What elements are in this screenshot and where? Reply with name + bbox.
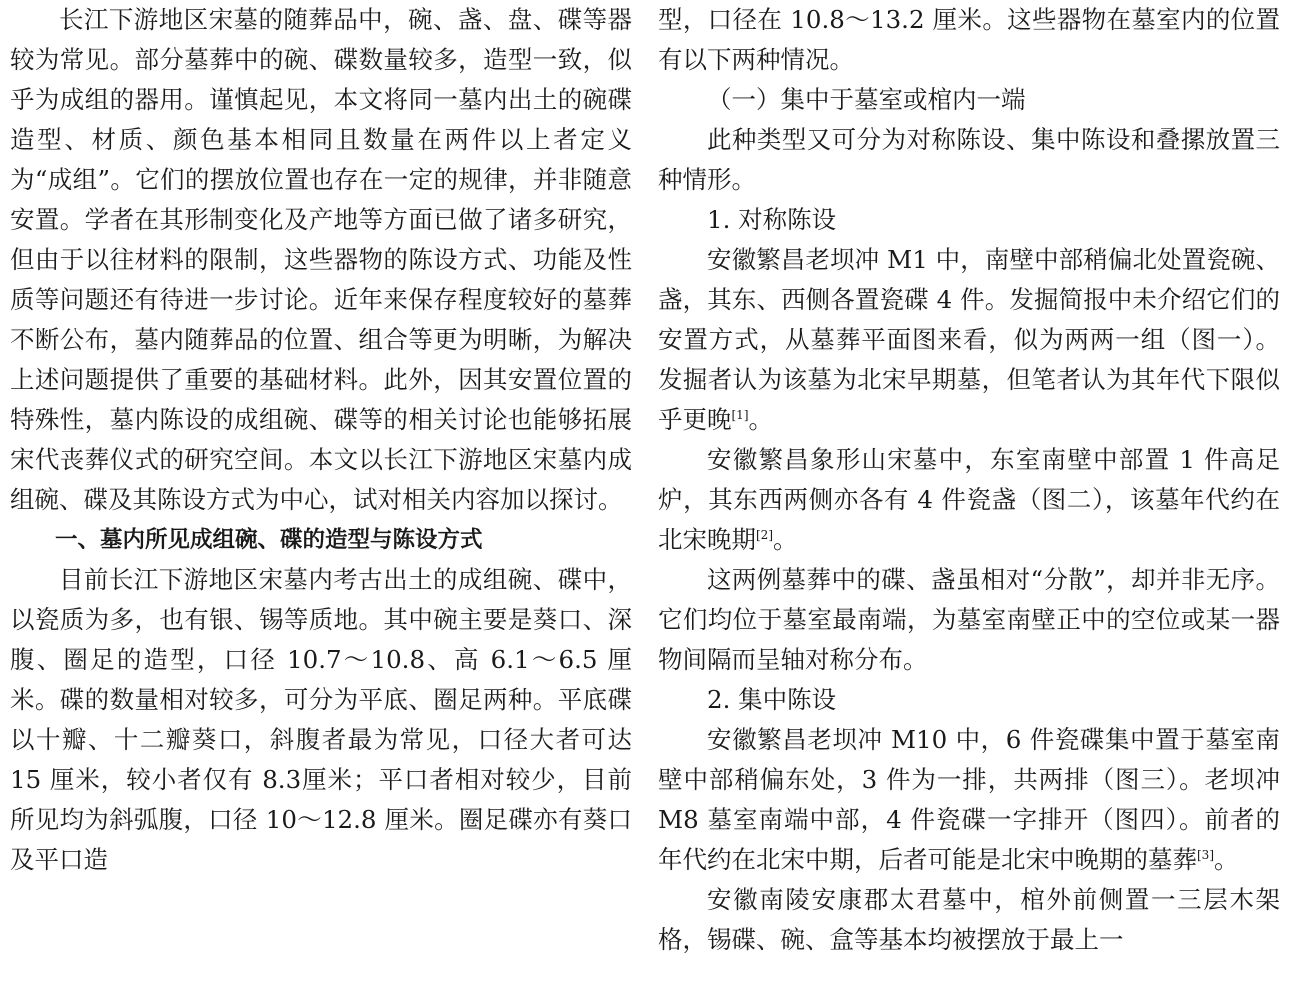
subheading-symmetric: 1. 对称陈设 — [707, 205, 837, 234]
period: 。 — [773, 525, 798, 554]
subheading-concentrated: （一）集中于墓室或棺内一端 — [707, 85, 1026, 114]
continued-paragraph: 型，口径在 10.8～13.2 厘米。这些器物在墓室内的位置有以下两种情况。 — [658, 5, 1280, 74]
citation-1: [1] — [731, 407, 749, 422]
citation-2: [2] — [756, 527, 773, 542]
laobachong-m1-text: 安徽繁昌老坝冲 M1 中，南壁中部稍偏北处置瓷碗、盏，其东、西侧各置瓷碟 4 件。发掘简报中未介绍它们的安置方式，从墓葬平面图来看，似为两两一组（图一）。发掘者认为该墓为北宋早期墓，但笔者认为其年代下限似乎更晚 — [658, 245, 1280, 434]
intro-paragraph: 长江下游地区宋墓的随葬品中，碗、盏、盘、碟等器较为常见。部分墓葬中的碗、碟数量较多，造型一致，似乎为成组的器用。谨慎起见，本文将同一墓内出土的碗碟造型、材质、颜色基本相同且数量在两件以上者定义为“成组”。它们的摆放位置也存在一定的规律，并非随意安置。学者在其形制变化及产地等方面已做了诸多研究，但由于以往材料的限制，这些器物的陈设方式、功能及性质等问题还有待进一步讨论。近年来保存程度较好的墓葬不断公布，墓内随葬品的位置、组合等更为明晰，为解决上述问题提供了重要的基础材料。此外，因其安置位置的特殊性，墓内陈设的成组碗、碟等的相关讨论也能够拓展宋代丧葬仪式的研究空间。本文以长江下游地区宋墓内成组碗、碟及其陈设方式为中心，试对相关内容加以探讨。 — [10, 5, 632, 514]
right-column — [658, 0, 1280, 960]
vessel-typology-paragraph: 目前长江下游地区宋墓内考古出土的成组碗、碟中，以瓷质为多，也有银、锡等质地。其中碗主要是葵口、深腹、圈足的造型，口径 10.7～10.8、高 6.1～6.5 厘米。碟的数量相对较多，可分为平底、圈足两种。平底碟以十瓣、十二瓣葵口，斜腹者最为常见，口径大者可达 15 厘米，较小者仅有 8.3厘米；平口者相对较少，目前所见均为斜弧腹，口径 10～12.8 厘米。圈足碟亦有葵口及平口造 — [10, 565, 632, 874]
nanling-paragraph: 安徽南陵安康郡太君墓中，棺外前侧置一三层木架格，锡碟、碗、盒等基本均被摆放于最上一 — [658, 885, 1280, 954]
citation-3: [3] — [1197, 847, 1214, 862]
xiangxingshan-text: 安徽繁昌象形山宋墓中，东室南壁中部置 1 件高足炉，其东西两侧亦各有 4 件瓷盏（图二），该墓年代约在北宋晚期 — [658, 445, 1280, 554]
m10-m8-paragraph — [658, 720, 1280, 880]
subheading-concentrated-display: 2. 集中陈设 — [707, 685, 837, 714]
left-column — [10, 0, 632, 880]
laobachong-m1-paragraph — [658, 240, 1280, 440]
types-paragraph: 此种类型又可分为对称陈设、集中陈设和叠摞放置三种情形。 — [658, 125, 1280, 194]
m10-m8-text: 安徽繁昌老坝冲 M10 中，6 件瓷碟集中置于墓室南壁中部稍偏东处，3 件为一排，共两排（图三）。老坝冲 M8 墓室南端中部，4 件瓷碟一字排开（图四）。前者的年代约在北宋中期，后者可能是北宋中晚期的墓葬 — [658, 725, 1280, 874]
section-heading: 一、墓内所见成组碗、碟的造型与陈设方式 — [55, 527, 483, 553]
period: 。 — [748, 405, 773, 434]
xiangxingshan-paragraph — [658, 440, 1280, 560]
period: 。 — [1214, 845, 1239, 874]
summary-paragraph: 这两例墓葬中的碟、盏虽相对“分散”，却并非无序。它们均位于墓室最南端，为墓室南壁正中的空位或某一器物间隔而呈轴对称分布。 — [658, 565, 1280, 674]
